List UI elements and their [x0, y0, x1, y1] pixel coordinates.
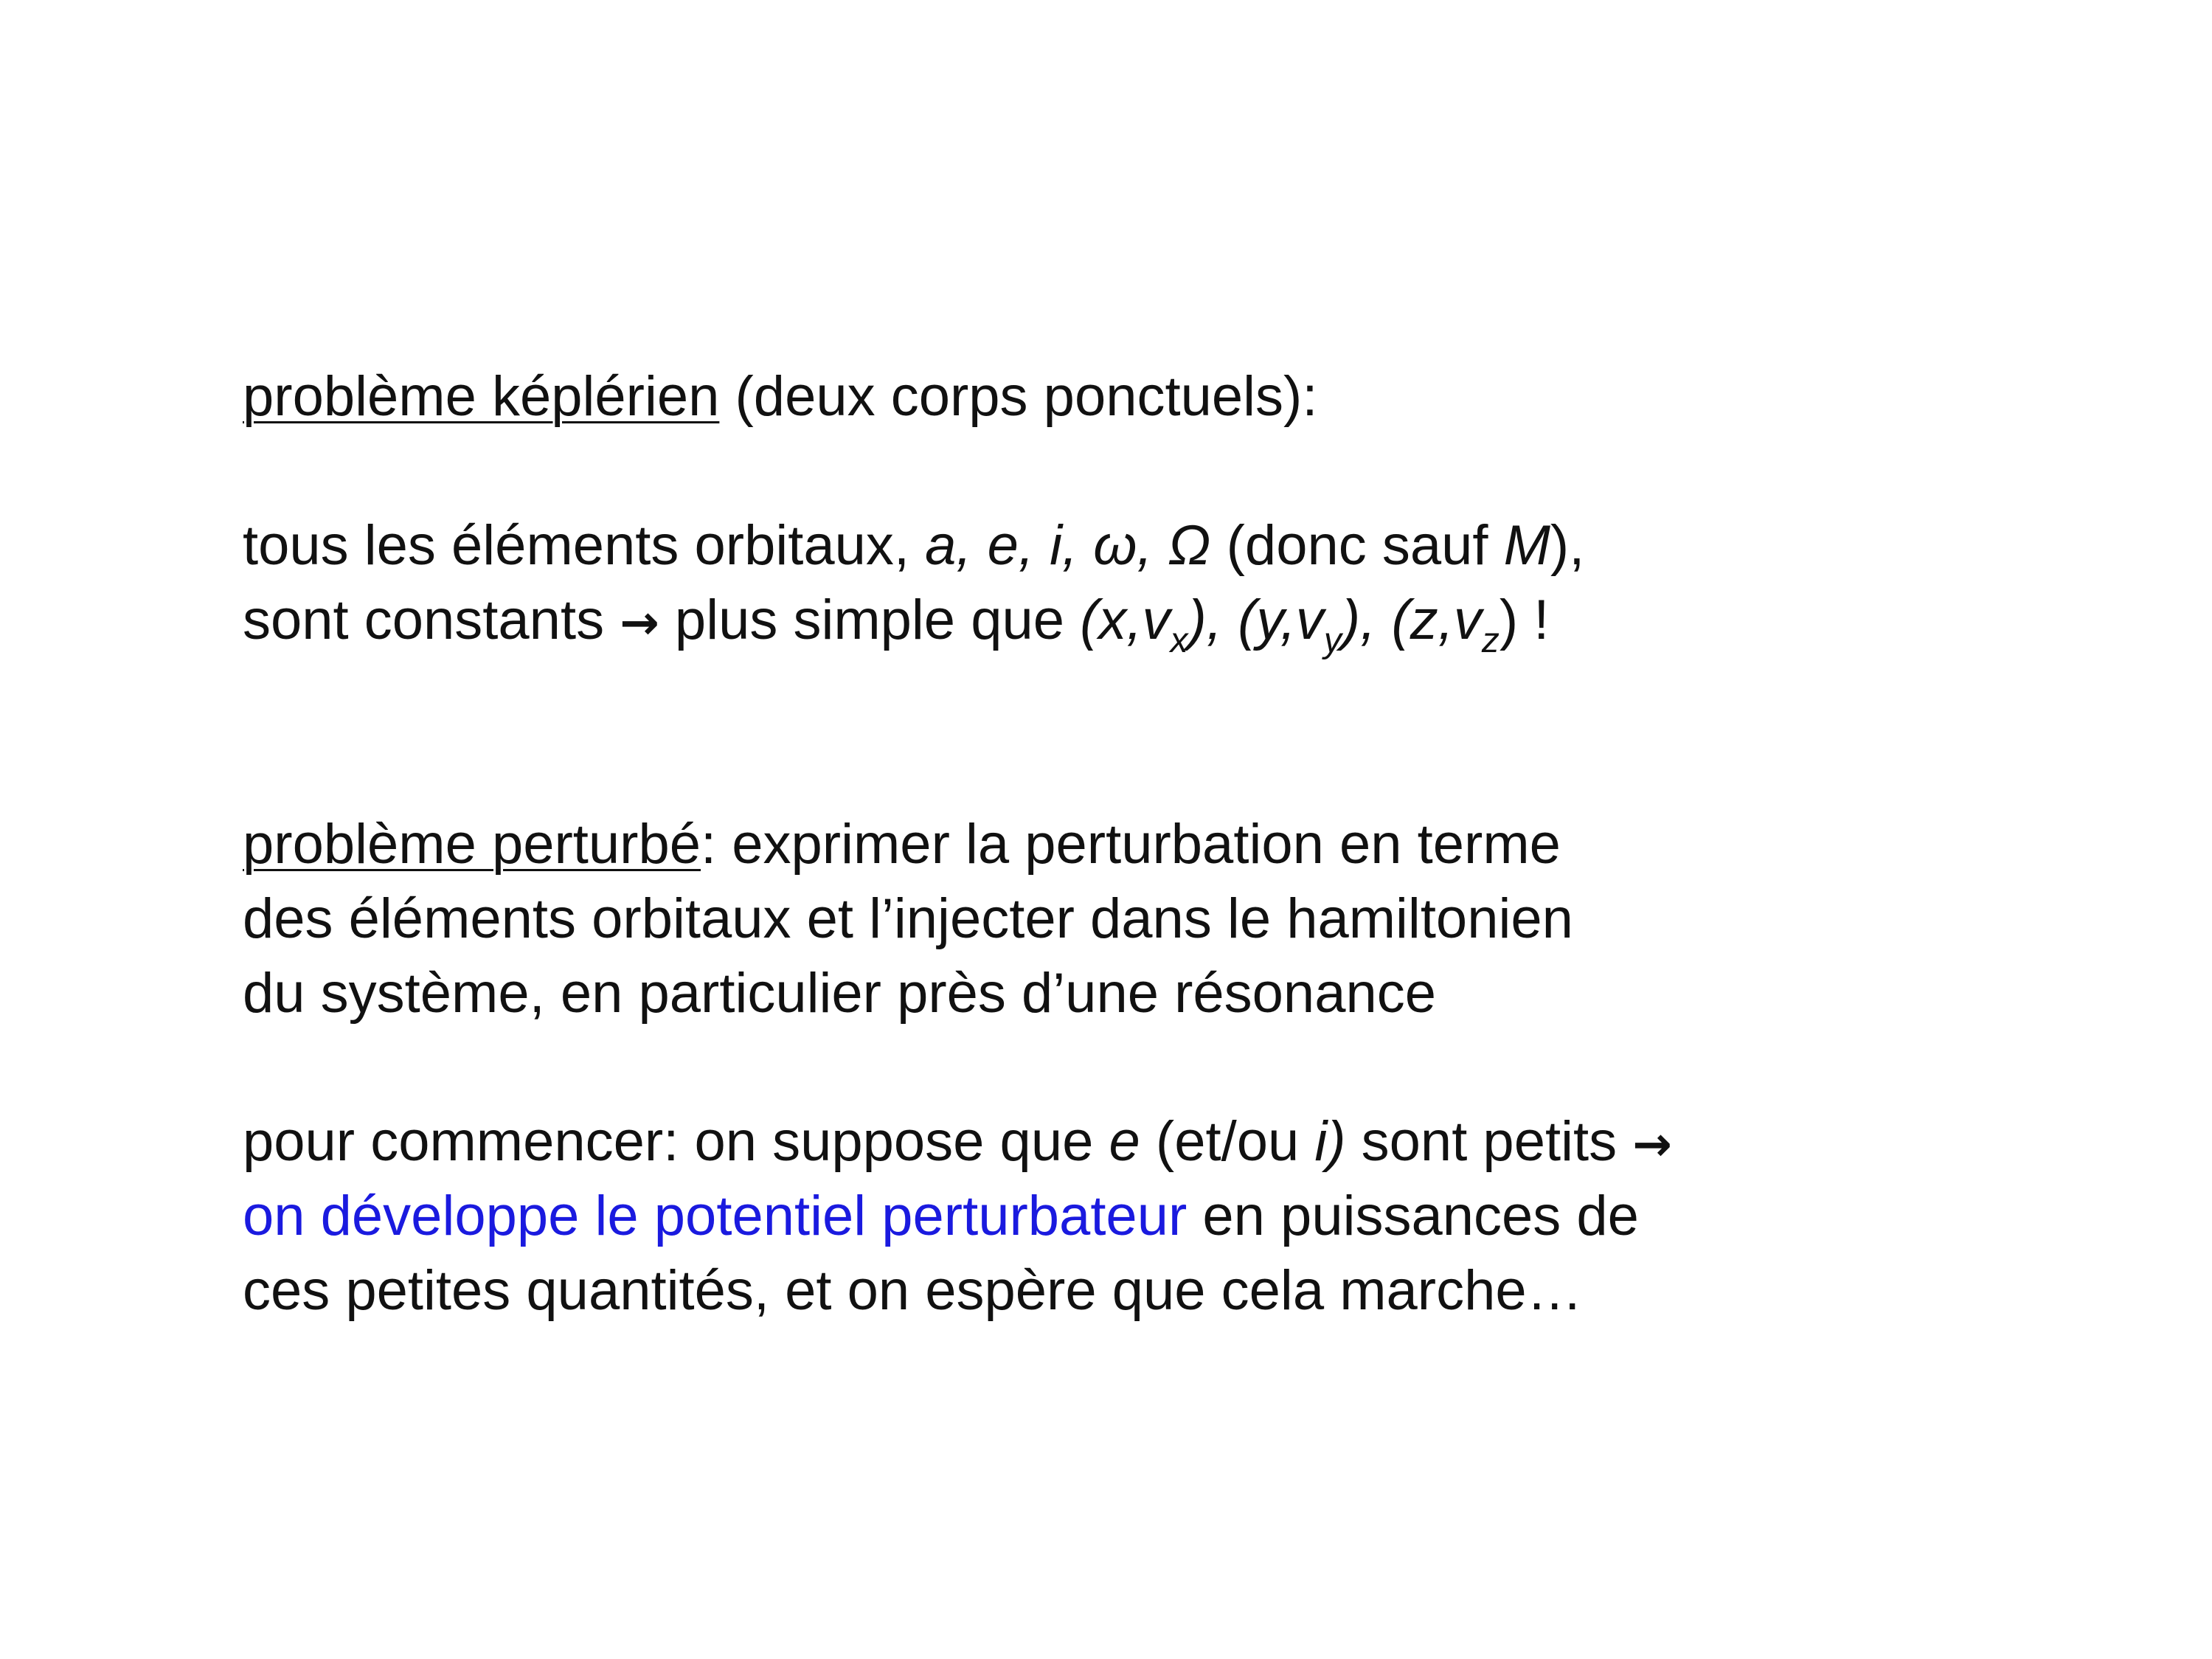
- mean-anomaly-symbol: M: [1503, 514, 1550, 577]
- right-arrow-icon: →: [1632, 1118, 1672, 1172]
- text-span: sont petits: [1345, 1110, 1633, 1173]
- text-span: plus simple que: [659, 589, 1081, 651]
- orbital-elements-line-1: [243, 508, 1584, 583]
- begin-line-2: [243, 1179, 1672, 1253]
- text-span: (x,v: [1080, 589, 1171, 651]
- eccentricity-symbol: e: [1109, 1110, 1140, 1173]
- perturbed-line-3: du système, en particulier près d’une résonance: [243, 962, 1437, 1025]
- text-span: : exprimer la perturbation en terme: [701, 813, 1561, 876]
- text-span: sont constants: [243, 589, 620, 651]
- orbital-elements-line-2: [243, 583, 1584, 660]
- text-span: pour commencer: on suppose que: [243, 1110, 1109, 1173]
- subscript-x: x: [1170, 621, 1188, 660]
- keplerian-heading-rest: (deux corps ponctuels):: [719, 365, 1318, 428]
- perturbed-line-2: des éléments orbitaux et l’injecter dans le hamiltonien: [243, 887, 1573, 950]
- text-span: (donc sauf: [1210, 514, 1504, 577]
- text-span: tous les éléments orbitaux,: [243, 514, 926, 577]
- subscript-y: y: [1323, 621, 1342, 660]
- perturbed-heading: problème perturbé: [243, 813, 701, 876]
- text-span: ): [1499, 589, 1519, 651]
- subscript-z: z: [1481, 621, 1499, 660]
- text-span: ),: [1188, 589, 1222, 651]
- orbital-elements-block: [243, 508, 1585, 660]
- text-span: (y,v: [1221, 589, 1324, 651]
- perturbed-problem-block: [243, 807, 1573, 1031]
- highlighted-phrase: on développe le potentiel perturbateur: [243, 1185, 1188, 1247]
- small-quantities-block: [243, 1104, 1672, 1328]
- perturbed-line-1: [243, 807, 1573, 882]
- text-span: (et/ou: [1140, 1110, 1315, 1173]
- begin-line-1: [243, 1104, 1672, 1179]
- keplerian-problem-block: [243, 359, 1317, 434]
- text-span: ),: [1341, 589, 1376, 651]
- orbital-elements-list: a, e, i, ω, Ω: [925, 514, 1211, 577]
- inclination-symbol: i): [1314, 1110, 1346, 1173]
- keplerian-heading: problème képlérien: [243, 365, 720, 428]
- text-span: ),: [1550, 514, 1585, 577]
- text-span: !: [1518, 589, 1550, 651]
- right-arrow-icon: →: [620, 596, 659, 651]
- cartesian-pair-x: [1080, 589, 1499, 660]
- keplerian-heading-line: [243, 359, 1317, 434]
- text-span: en puissances de: [1187, 1185, 1639, 1247]
- text-span: (z,v: [1376, 589, 1482, 651]
- begin-line-3: ces petites quantités, et on espère que cela marche…: [243, 1259, 1583, 1322]
